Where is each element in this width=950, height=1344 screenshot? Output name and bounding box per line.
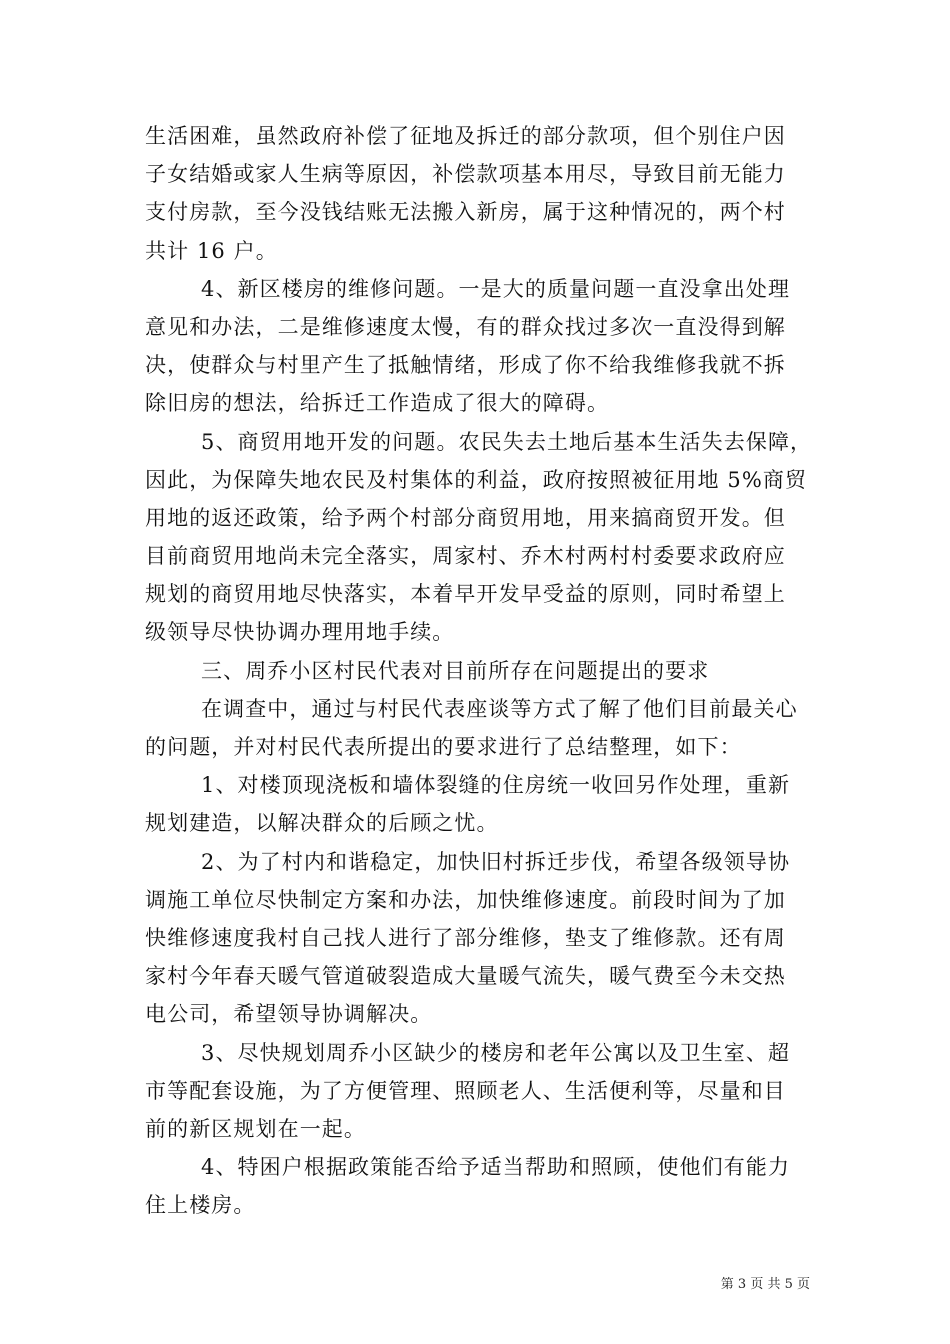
paragraph-3-line: 目前商贸用地尚未完全落实，周家村、乔木村两村村委要求政府应 [145, 544, 786, 569]
paragraph-2-line: 意见和办法，二是维修速度太慢，有的群众找过多次一直没得到解 [145, 314, 786, 339]
paragraph-2-line: 4、新区楼房的维修问题。一是大的质量问题一直没拿出处理 [201, 276, 791, 301]
paragraph-1-line: 生活困难，虽然政府补偿了征地及拆迁的部分款项，但个别住户因 [145, 124, 786, 148]
paragraph-7-line: 2、为了村内和谐稳定，加快旧村拆迁步伐，希望各级领导协 [201, 849, 791, 874]
paragraph-6-line: 1、对楼顶现浇板和墙体裂缝的住房统一收回另作处理，重新 [201, 773, 791, 798]
paragraph-5-line: 在调查中，通过与村民代表座谈等方式了解了他们目前最关心 [201, 696, 798, 721]
paragraph-5-line: 的问题，并对村民代表所提出的要求进行了总结整理，如下： [145, 735, 742, 759]
paragraph-3-line: 因此，为保障失地农民及村集体的利益，政府按照被征用地 5%商贸 [145, 467, 808, 492]
paragraph-3-line: 规划的商贸用地尽快落实，本着早开发早受益的原则，同时希望上 [145, 582, 786, 607]
paragraph-8-line: 市等配套设施，为了方便管理、照顾老人、生活便利等，尽量和目 [145, 1078, 786, 1103]
paragraph-3-line: 用地的返还政策，给予两个村部分商贸用地，用来搞商贸开发。但 [145, 505, 786, 530]
paragraph-9-line: 4、特困户根据政策能否给予适当帮助和照顾，使他们有能力 [201, 1155, 791, 1180]
paragraph-3-line: 级领导尽快协调办理用地手续。 [145, 620, 455, 645]
paragraph-7-line: 电公司，希望领导协调解决。 [145, 1002, 433, 1027]
paragraph-2-line: 除旧房的想法，给拆迁工作造成了很大的障碍。 [145, 391, 610, 416]
paragraph-1-line: 子女结婚或家人生病等原因，补偿款项基本用尽，导致目前无能力 [145, 162, 786, 187]
paragraph-1-line: 共计 16 户。 [145, 238, 278, 263]
paragraph-1-line: 支付房款，至今没钱结账无法搬入新房，属于这种情况的，两个村 [145, 200, 786, 225]
paragraph-6-line: 规划建造，以解决群众的后顾之忧。 [145, 811, 499, 836]
paragraph-9-line: 住上楼房。 [145, 1193, 256, 1218]
paragraph-7-line: 家村今年春天暖气管道破裂造成大量暖气流失，暖气费至今未交热 [145, 964, 786, 989]
document-body [145, 117, 813, 1224]
paragraph-3-line: 5、商贸用地开发的问题。农民失去土地后基本生活失去保障， [201, 429, 813, 454]
page-number-footer: 第 3 页 共 5 页 [720, 1277, 810, 1292]
paragraph-2-line: 决，使群众与村里产生了抵触情绪，形成了你不给我维修我就不拆 [145, 353, 786, 378]
section-heading: 三、周乔小区村民代表对目前所存在问题提出的要求 [201, 658, 710, 683]
paragraph-8-line: 3、尽快规划周乔小区缺少的楼房和老年公寓以及卫生室、超 [201, 1040, 791, 1065]
paragraph-8-line: 前的新区规划在一起。 [145, 1116, 366, 1141]
paragraph-7-line: 调施工单位尽快制定方案和办法，加快维修速度。前段时间为了加 [145, 887, 786, 912]
paragraph-7-line: 快维修速度我村自己找人进行了部分维修，垫支了维修款。还有周 [145, 925, 786, 950]
